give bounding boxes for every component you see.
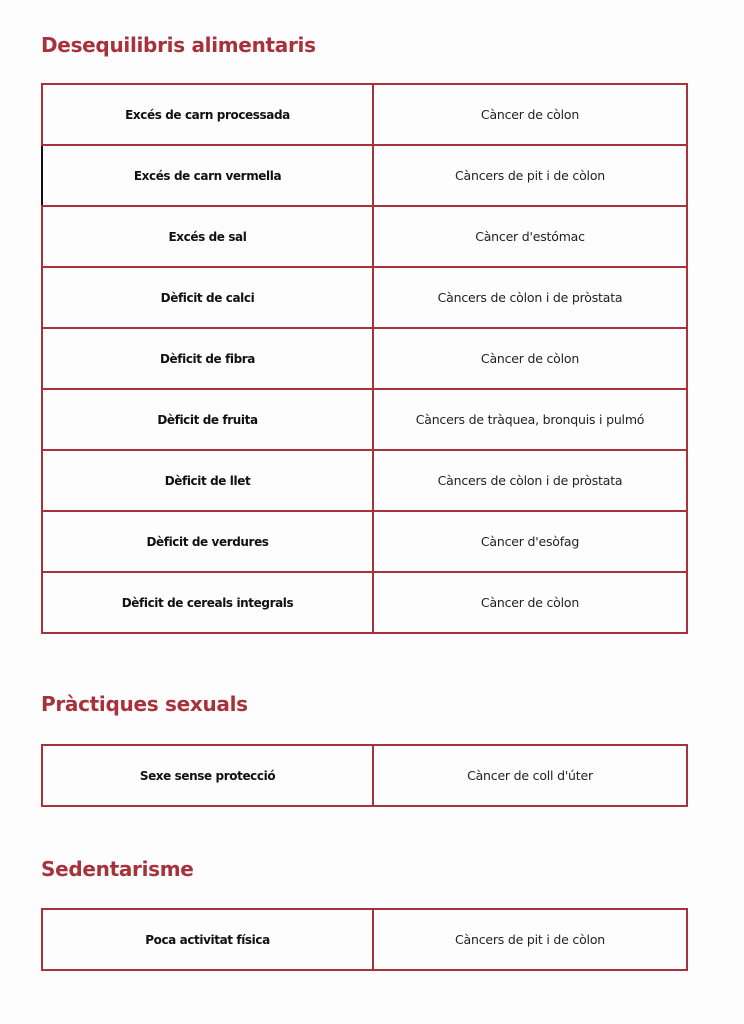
cancer-type-cell: Càncer de còlon [373,84,687,145]
table-sedentarisme [41,908,688,971]
cancer-type-cell: Càncers de còlon i de pròstata [373,267,687,328]
risk-factor-cell: Dèficit de verdures [42,511,373,572]
cancer-type-cell: Càncer d'estómac [373,206,687,267]
table-row [42,145,687,206]
cancer-type-cell: Càncer de coll d'úter [373,745,687,806]
cancer-type-cell: Càncers de pit i de còlon [373,909,687,970]
table-row [42,206,687,267]
table-row [42,909,687,970]
table-row [42,328,687,389]
risk-factor-cell: Poca activitat física [42,909,373,970]
table-row [42,572,687,633]
risk-factor-cell: Dèficit de fibra [42,328,373,389]
risk-factor-cell: Excés de carn vermella [42,145,373,206]
cancer-type-cell: Càncer d'esòfag [373,511,687,572]
cancer-type-cell: Càncers de tràquea, bronquis i pulmó [373,389,687,450]
table-practiques-sexuals [41,744,688,807]
cancer-type-cell: Càncers de pit i de còlon [373,145,687,206]
table-row [42,745,687,806]
table-row [42,267,687,328]
table-row [42,389,687,450]
cancer-type-cell: Càncer de còlon [373,328,687,389]
risk-factor-cell: Dèficit de calci [42,267,373,328]
table-row [42,84,687,145]
table-row [42,511,687,572]
risk-factor-cell: Dèficit de llet [42,450,373,511]
risk-factor-cell: Dèficit de fruita [42,389,373,450]
section-title-desequilibris: Desequilibris alimentaris [41,33,316,57]
cancer-type-cell: Càncer de còlon [373,572,687,633]
table-row [42,450,687,511]
cancer-type-cell: Càncers de còlon i de pròstata [373,450,687,511]
risk-factor-cell: Excés de carn processada [42,84,373,145]
risk-factor-cell: Excés de sal [42,206,373,267]
section-title-sedentarisme: Sedentarisme [41,857,194,881]
section-title-practiques-sexuals: Pràctiques sexuals [41,692,248,716]
table-desequilibris [41,83,688,634]
risk-factor-cell: Sexe sense protecció [42,745,373,806]
risk-factor-cell: Dèficit de cereals integrals [42,572,373,633]
